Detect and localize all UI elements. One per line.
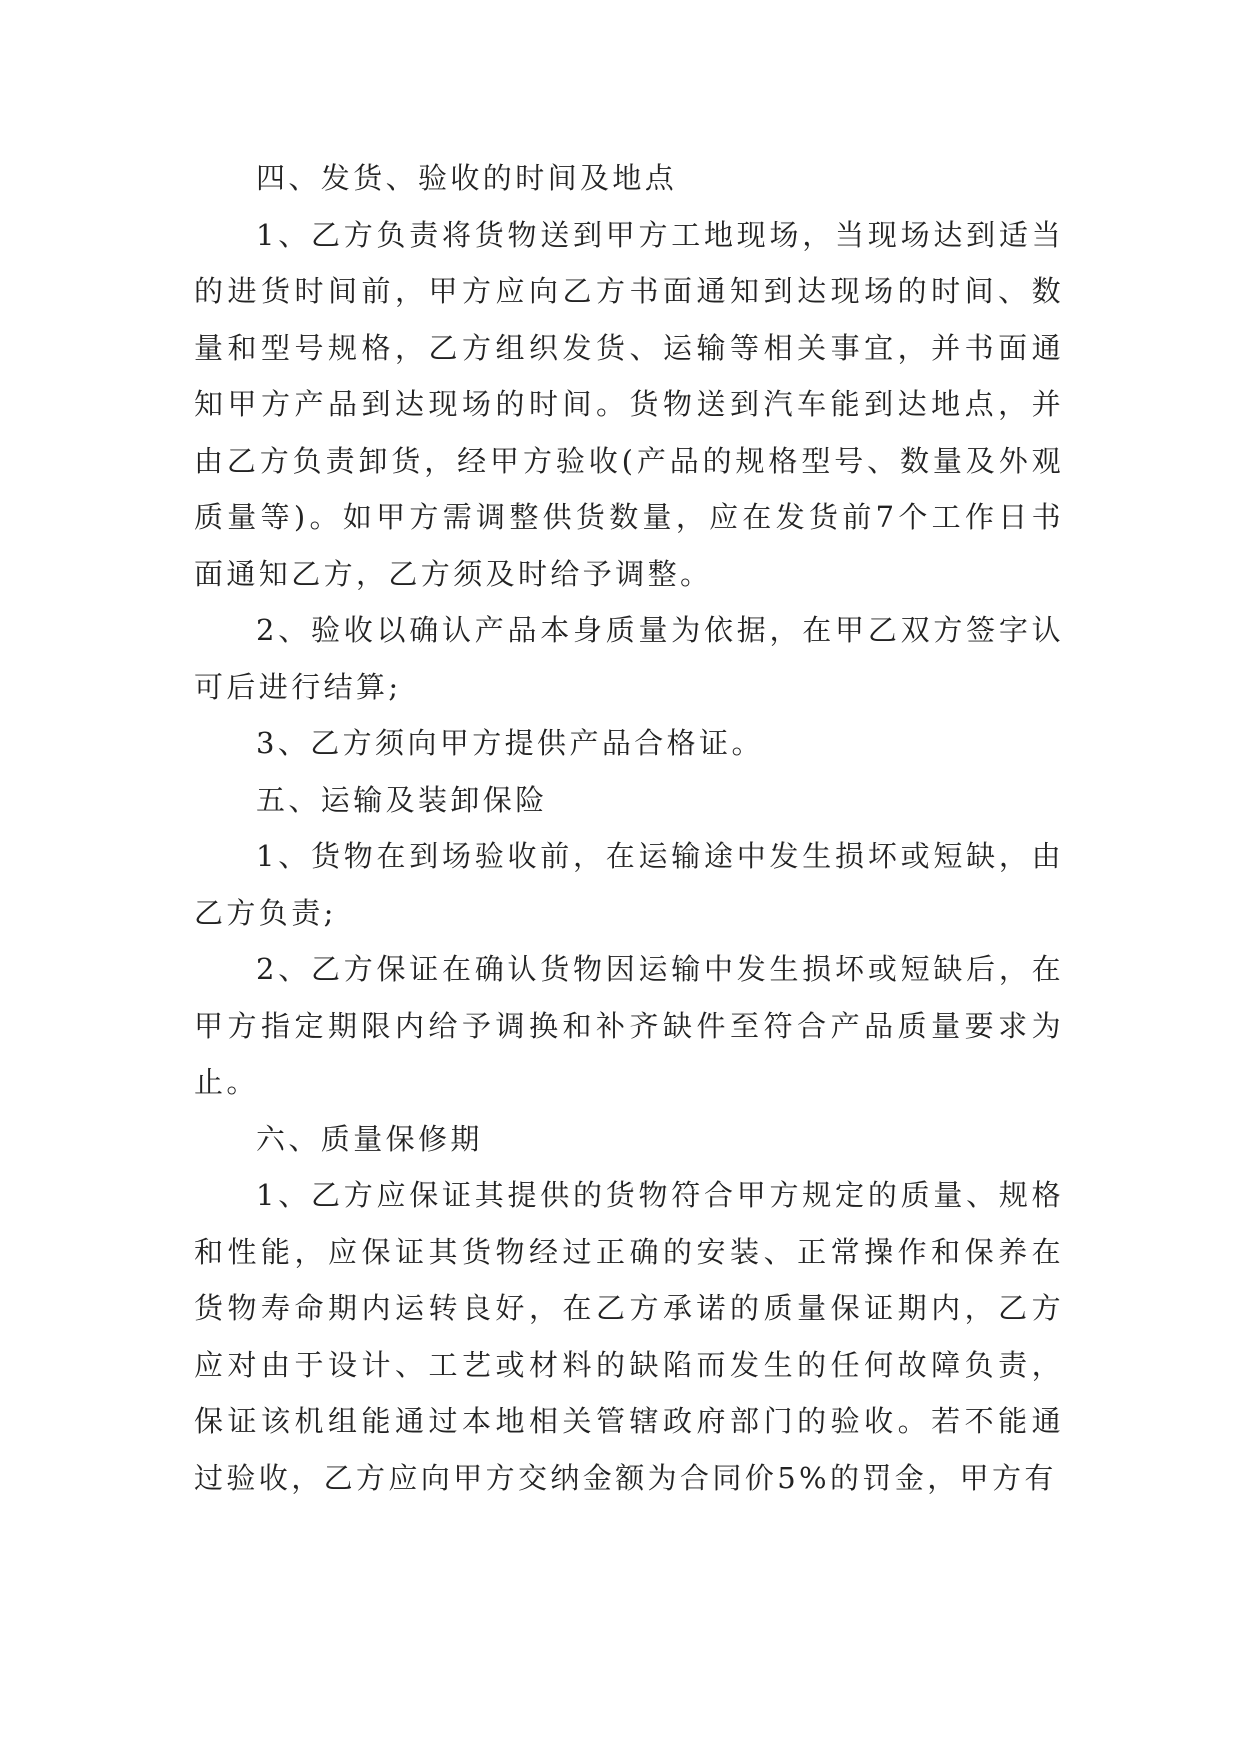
paragraph-4-1: 1、乙方负责将货物送到甲方工地现场，当现场达到适当的进货时间前，甲方应向乙方书面通知到达现场的时间、数量和型号规格，乙方组织发货、运输等相关事宜，并书面通知甲方产品到达现场的时间。货物送到汽车能到达地点，并由乙方负责卸货，经甲方验收(产品的规格型号、数量及外观质量等)。如甲方需调整供货数量，应在发货前7个工作日书面通知乙方，乙方须及时给予调整。	[194, 217, 1064, 591]
paragraph-4-3: 3、乙方须向甲方提供产品合格证。	[256, 726, 764, 760]
paragraph-6-1: 1、乙方应保证其提供的货物符合甲方规定的质量、规格和性能，应保证其货物经过正确的安装、正常操作和保养在货物寿命期内运转良好，在乙方承诺的质量保证期内，乙方应对由于设计、工艺或材料的缺陷而发生的任何故障负责，保证该机组能通过本地相关管辖政府部门的验收。若不能通过验收，乙方应向甲方交纳金额为合同价5%的罚金，甲方有	[194, 1178, 1064, 1495]
document-page	[194, 150, 1064, 1506]
paragraph-5-2: 2、乙方保证在确认货物因运输中发生损坏或短缺后，在甲方指定期限内给予调换和补齐缺件至符合产品质量要求为止。	[194, 952, 1064, 1099]
section-heading-5: 五、运输及装卸保险	[256, 782, 548, 817]
paragraph-4-2: 2、验收以确认产品本身质量为依据，在甲乙双方签字认可后进行结算;	[194, 613, 1064, 704]
section-heading-4: 四、发货、验收的时间及地点	[256, 161, 678, 195]
paragraph-5-1: 1、货物在到场验收前，在运输途中发生损坏或短缺，由乙方负责;	[194, 839, 1064, 930]
section-heading-6: 六、质量保修期	[256, 1121, 483, 1156]
